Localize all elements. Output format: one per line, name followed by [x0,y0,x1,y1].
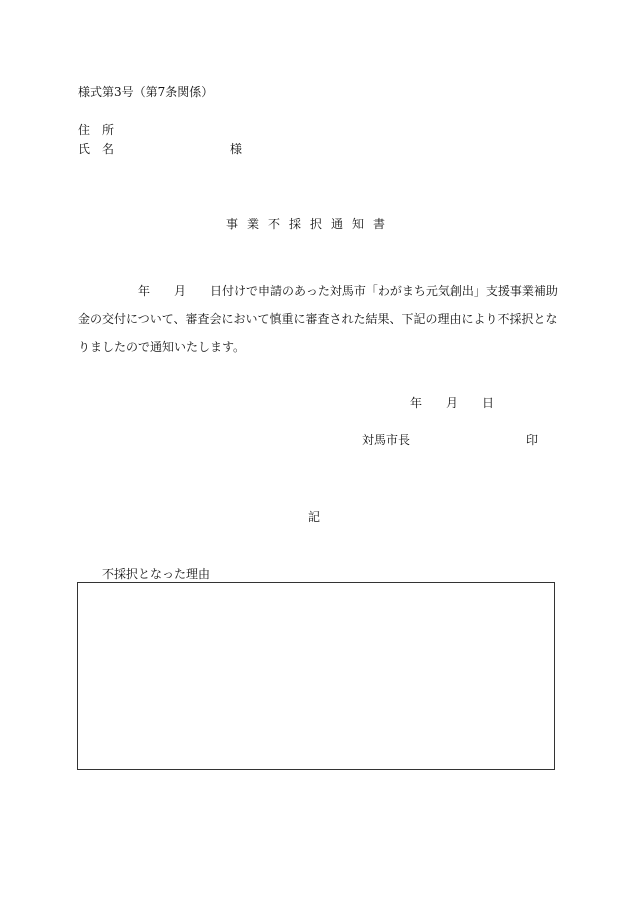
reason-label: 不採択となった理由 [102,567,211,581]
signer-title: 対馬市長 [362,433,411,447]
seal-mark: 印 [526,433,539,447]
notice-date: 年 月 日 [410,396,495,410]
notice-body [78,277,558,361]
form-number: 様式第3号（第7条関係） [78,85,214,99]
notice-body-line-2: 金の交付について、審査会において慎重に審査された結果、下記の理由により不採択とな [78,312,558,326]
name-label: 氏 名 [78,142,115,156]
address-label: 住 所 [78,123,115,137]
document-title: 事業不採択通知書 [226,217,395,231]
reason-box[interactable] [77,582,555,770]
honorific: 様 [230,142,243,156]
notice-body-line-1: 年 月 日付けで申請のあった対馬市「わがまち元気創出」支援事業補助 [78,284,558,298]
notice-body-line-3: りましたので通知いたします。 [78,340,246,354]
ki-heading: 記 [308,510,321,524]
